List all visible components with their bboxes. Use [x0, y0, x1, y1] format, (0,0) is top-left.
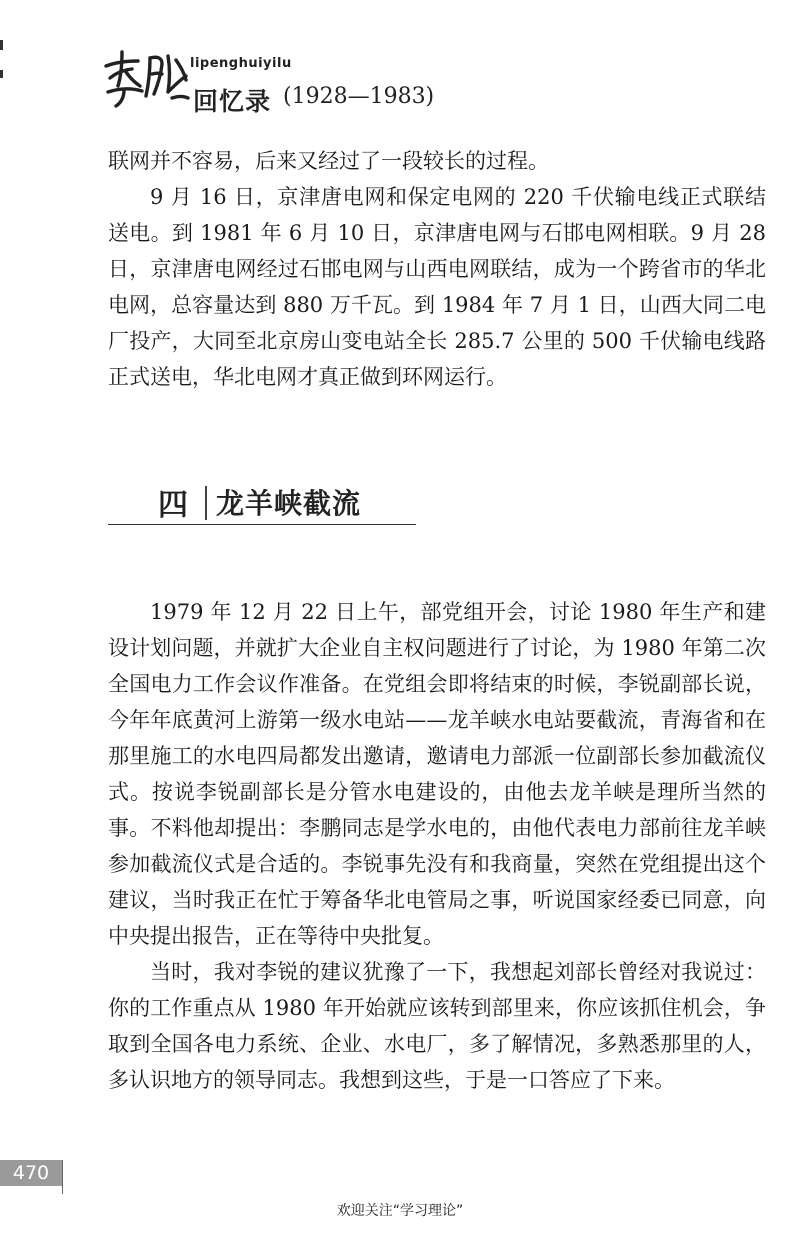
book-years: (1928—1983)	[283, 84, 435, 109]
section-title: 龙羊峡截流	[216, 487, 362, 520]
body-text-top	[108, 143, 766, 395]
paragraph: 1979 年 12 月 22 日上午，部党组开会，讨论 1980 年生产和建设计划问题，并就扩大企业自主权问题进行了讨论，为 1980 年第二次全国电力工作会议作准备。在党组会即将结束的时候，李锐副部长说，今年年底黄河上游第一级水电站——龙羊峡水电站要截流，青海省和在那里施工的水电四局都发出邀请，邀请电力部派一位副部长参加截流仪式。按说李锐副部长是分管水电建设的，由他去龙羊峡是理所当然的事。不料他却提出：李鹏同志是学水电的，由他代表电力部前往龙羊峡参加截流仪式是合适的。李锐事先没有和我商量，突然在党组提出这个建议，当时我正在忙于筹备华北电管局之事，听说国家经委已同意，向中央提出报告，正在等待中央批复。	[108, 600, 766, 948]
paragraph: 9 月 16 日，京津唐电网和保定电网的 220 千伏输电线正式联结送电。到 1981 年 6 月 10 日，京津唐电网与石邯电网相联。9 月 28 日，京津唐电网经过石邯电网与山西电网联结，成为一个跨省市的华北电网，总容量达到 880 万千瓦。到 1984 年 7 月 1 日，山西大同二电厂投产，大同至北京房山变电站全长 285.7 公里的 500 千伏输电线路正式送电，华北电网才真正做到环网运行。	[108, 185, 766, 389]
paragraph: 联网并不容易，后来又经过了一段较长的过程。	[108, 149, 549, 173]
body-text-bottom	[108, 594, 766, 1098]
header-pinyin: lipenghuiyilu	[190, 56, 292, 71]
page-number-rule	[62, 1160, 63, 1194]
footer-note: 欢迎关注“学习理论”	[336, 1203, 464, 1219]
page-number: 470	[0, 1160, 62, 1186]
running-header	[100, 46, 600, 116]
signature-logo	[100, 46, 192, 110]
section-number: 四	[158, 488, 188, 523]
scan-edge-mark	[0, 70, 3, 78]
scan-edge-mark	[0, 40, 3, 50]
section-heading	[108, 480, 416, 525]
book-title: 回忆录	[193, 87, 272, 116]
section-divider	[205, 486, 207, 520]
paragraph: 当时，我对李锐的建议犹豫了一下，我想起刘部长曾经对我说过：你的工作重点从 1980 年开始就应该转到部里来，你应该抓住机会，争取到全国各电力系统、企业、水电厂，多了解情况，多熟悉那里的人，多认识地方的领导同志。我想到这些，于是一口答应了下来。	[108, 960, 766, 1092]
